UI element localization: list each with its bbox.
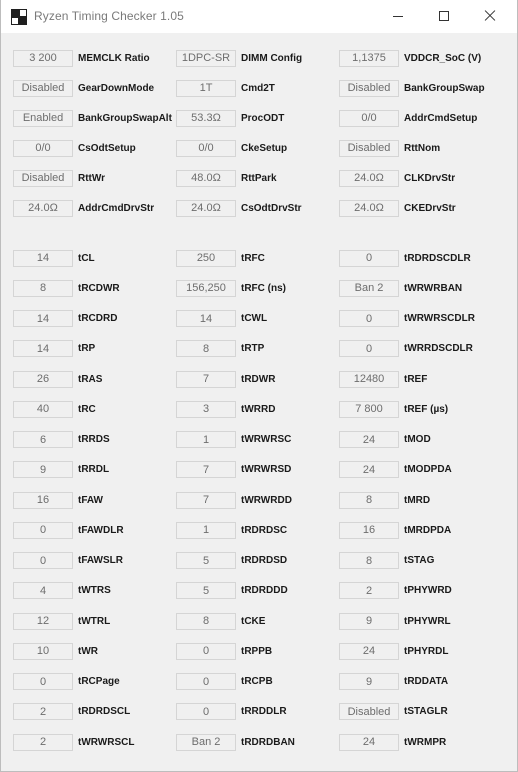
ckesetup-value[interactable]: 0/0 bbox=[176, 140, 236, 157]
field-twrmpr bbox=[339, 733, 446, 751]
csodtdrvstr-label: CsOdtDrvStr bbox=[241, 202, 302, 214]
field-tmrd bbox=[339, 491, 430, 509]
field-memclk-ratio bbox=[13, 49, 150, 67]
trdwr-label: tRDWR bbox=[241, 373, 276, 385]
field-geardownmode bbox=[13, 79, 154, 97]
close-button[interactable] bbox=[467, 0, 513, 32]
addrcmdsetup-label: AddrCmdSetup bbox=[404, 112, 478, 124]
window-title: Ryzen Timing Checker 1.05 bbox=[34, 9, 184, 23]
field-trfc bbox=[176, 249, 265, 267]
trcdwr-label: tRCDWR bbox=[78, 282, 120, 294]
app-logo-icon bbox=[11, 9, 27, 25]
field-tref-us bbox=[339, 400, 448, 418]
field-trdrdscdlr bbox=[339, 249, 471, 267]
memclk-ratio-value[interactable]: 3 200 bbox=[13, 50, 73, 67]
tfawdlr-label: tFAWDLR bbox=[78, 524, 124, 536]
tref-label: tREF bbox=[404, 373, 428, 385]
tref-value[interactable]: 12480 bbox=[339, 371, 399, 388]
trppb-label: tRPPB bbox=[241, 645, 273, 657]
trtp-value[interactable]: 8 bbox=[176, 340, 236, 357]
trdrdsc-value[interactable]: 1 bbox=[176, 522, 236, 539]
trdwr-value[interactable]: 7 bbox=[176, 371, 236, 388]
memclk-ratio-label: MEMCLK Ratio bbox=[78, 52, 150, 64]
rttpark-value[interactable]: 48.0Ω bbox=[176, 170, 236, 187]
bankgroupswap-label: BankGroupSwap bbox=[404, 82, 485, 94]
trc-value[interactable]: 40 bbox=[13, 401, 73, 418]
field-tstag bbox=[339, 552, 434, 570]
ckedrvstr-label: CKEDrvStr bbox=[404, 202, 456, 214]
field-tmrdpda bbox=[339, 521, 451, 539]
trcdwr-value[interactable]: 8 bbox=[13, 280, 73, 297]
trdrdban-label: tRDRDBAN bbox=[241, 736, 295, 748]
trfc-ns-value[interactable]: 156,250 bbox=[176, 280, 236, 297]
field-twrwrscl bbox=[13, 733, 134, 751]
trdrdscdlr-value[interactable]: 0 bbox=[339, 250, 399, 267]
twrwrban-label: tWRWRBAN bbox=[404, 282, 463, 294]
twrmpr-value[interactable]: 24 bbox=[339, 734, 399, 751]
trp-label: tRP bbox=[78, 343, 96, 355]
tstag-label: tSTAG bbox=[404, 555, 435, 566]
vddcr-soc-v-value[interactable]: 1,1375 bbox=[339, 50, 399, 67]
procodt-value[interactable]: 53.3Ω bbox=[176, 110, 236, 127]
geardownmode-value[interactable]: Disabled bbox=[13, 80, 73, 97]
tmod-value[interactable]: 24 bbox=[339, 431, 399, 448]
tref-us-label: tREF (µs) bbox=[404, 403, 449, 415]
procodt-label: ProcODT bbox=[241, 112, 285, 124]
tmrd-value[interactable]: 8 bbox=[339, 492, 399, 509]
csodtdrvstr-value[interactable]: 24.0Ω bbox=[176, 200, 236, 217]
bankgroupswapalt-value[interactable]: Enabled bbox=[13, 110, 73, 127]
field-twr bbox=[13, 642, 98, 660]
field-twrwrsc bbox=[176, 431, 291, 449]
maximize-button[interactable] bbox=[421, 0, 467, 32]
twtrl-value[interactable]: 12 bbox=[13, 613, 73, 630]
field-tfaw bbox=[13, 491, 103, 509]
field-twrwrscdlr bbox=[339, 310, 475, 328]
field-twrrd bbox=[176, 400, 275, 418]
field-addrcmdsetup bbox=[339, 109, 477, 127]
field-trddata bbox=[339, 673, 448, 691]
ckesetup-label: CkeSetup bbox=[241, 142, 288, 154]
tphyrdl-value[interactable]: 24 bbox=[339, 643, 399, 660]
tphywrd-value[interactable]: 2 bbox=[339, 582, 399, 599]
field-trdrdsc bbox=[176, 521, 287, 539]
tfaw-label: tFAW bbox=[78, 494, 103, 506]
rttnom-label: RttNom bbox=[404, 142, 441, 154]
twrwrscl-value[interactable]: 2 bbox=[13, 734, 73, 751]
field-tphywrl bbox=[339, 612, 451, 630]
twrwrdd-value[interactable]: 7 bbox=[176, 492, 236, 509]
tmrdpda-value[interactable]: 16 bbox=[339, 522, 399, 539]
field-clkdrvstr bbox=[339, 169, 455, 187]
trdrdban-value[interactable]: Ban 2 bbox=[176, 734, 236, 751]
twr-value[interactable]: 10 bbox=[13, 643, 73, 660]
clkdrvstr-label: CLKDrvStr bbox=[404, 172, 456, 184]
twrwrscl-label: tWRWRSCL bbox=[78, 736, 135, 748]
tphywrl-label: tPHYWRL bbox=[404, 615, 451, 627]
clkdrvstr-value[interactable]: 24.0Ω bbox=[339, 170, 399, 187]
field-cmd2t bbox=[176, 79, 275, 97]
twrwrscdlr-label: tWRWRSCDLR bbox=[404, 313, 475, 324]
field-csodtdrvstr bbox=[176, 199, 302, 217]
tphyrdl-label: tPHYRDL bbox=[404, 645, 449, 657]
field-twrrdscdlr bbox=[339, 340, 473, 358]
twtrl-label: tWTRL bbox=[78, 615, 111, 627]
twrrd-label: tWRRD bbox=[241, 403, 276, 415]
field-twrwrdd bbox=[176, 491, 292, 509]
csodtsetup-label: CsOdtSetup bbox=[78, 142, 136, 154]
field-rttwr bbox=[13, 169, 105, 187]
twrwrscdlr-value[interactable]: 0 bbox=[339, 310, 399, 327]
addrcmddrvstr-label: AddrCmdDrvStr bbox=[78, 202, 155, 214]
twrwrsc-value[interactable]: 1 bbox=[176, 431, 236, 448]
twrrdscdlr-value[interactable]: 0 bbox=[339, 340, 399, 357]
tras-value[interactable]: 26 bbox=[13, 371, 73, 388]
addrcmddrvstr-value[interactable]: 24.0Ω bbox=[13, 200, 73, 217]
twr-label: tWR bbox=[78, 645, 98, 657]
field-tmod bbox=[339, 431, 431, 449]
trdrdscl-label: tRDRDSCL bbox=[78, 706, 131, 718]
trdrdscl-value[interactable]: 2 bbox=[13, 703, 73, 720]
twtrs-value[interactable]: 4 bbox=[13, 582, 73, 599]
field-trp bbox=[13, 340, 95, 358]
twrwrdd-label: tWRWRDD bbox=[241, 494, 292, 506]
field-vddcr-soc-v bbox=[339, 49, 481, 67]
tcke-label: tCKE bbox=[241, 615, 266, 627]
trdrdsc-label: tRDRDSC bbox=[241, 524, 288, 536]
cmd2t-value[interactable]: 1T bbox=[176, 80, 236, 97]
field-trcdwr bbox=[13, 279, 120, 297]
trcpb-value[interactable]: 0 bbox=[176, 673, 236, 690]
field-addrcmddrvstr bbox=[13, 199, 154, 217]
dimm-config-label: DIMM Config bbox=[241, 52, 303, 64]
field-trc bbox=[13, 400, 96, 418]
field-tras bbox=[13, 370, 102, 388]
title-bar[interactable] bbox=[1, 0, 517, 33]
addrcmdsetup-value[interactable]: 0/0 bbox=[339, 110, 399, 127]
field-trppb bbox=[176, 642, 272, 660]
tfaw-value[interactable]: 16 bbox=[13, 492, 73, 509]
field-rttnom bbox=[339, 139, 440, 157]
field-trdrdban bbox=[176, 733, 295, 751]
twrrd-value[interactable]: 3 bbox=[176, 401, 236, 418]
twrwrsd-label: tWRWRSD bbox=[241, 464, 292, 476]
rttpark-label: RttPark bbox=[241, 172, 277, 184]
field-tcke bbox=[176, 612, 265, 630]
bankgroupswapalt-label: BankGroupSwapAlt bbox=[78, 112, 172, 124]
field-trcdrd bbox=[13, 310, 117, 328]
field-tref bbox=[339, 370, 427, 388]
field-trfc-ns bbox=[176, 279, 286, 297]
field-trdrddd bbox=[176, 582, 288, 600]
field-ckesetup bbox=[176, 139, 287, 157]
tcwl-label: tCWL bbox=[241, 313, 268, 324]
tmodpda-label: tMODPDA bbox=[404, 464, 452, 476]
bankgroupswap-value[interactable]: Disabled bbox=[339, 80, 399, 97]
trddata-value[interactable]: 9 bbox=[339, 673, 399, 690]
trcpage-value[interactable]: 0 bbox=[13, 673, 73, 690]
field-trrddlr bbox=[176, 703, 287, 721]
tstaglr-label: tSTAGLR bbox=[404, 706, 448, 718]
trrddlr-value[interactable]: 0 bbox=[176, 703, 236, 720]
trrds-label: tRRDS bbox=[78, 434, 110, 445]
trrds-value[interactable]: 6 bbox=[13, 431, 73, 448]
field-trdwr bbox=[176, 370, 275, 388]
field-tphyrdl bbox=[339, 642, 448, 660]
tras-label: tRAS bbox=[78, 373, 103, 385]
tphywrl-value[interactable]: 9 bbox=[339, 613, 399, 630]
rttnom-value[interactable]: Disabled bbox=[339, 140, 399, 157]
trfc-ns-label: tRFC (ns) bbox=[241, 282, 286, 294]
tcl-value[interactable]: 14 bbox=[13, 250, 73, 267]
field-rttpark bbox=[176, 169, 277, 187]
tcke-value[interactable]: 8 bbox=[176, 613, 236, 630]
trdrddd-value[interactable]: 5 bbox=[176, 582, 236, 599]
tfawdlr-value[interactable]: 0 bbox=[13, 522, 73, 539]
twrwrban-value[interactable]: Ban 2 bbox=[339, 280, 399, 297]
field-twrwrban bbox=[339, 279, 462, 297]
field-trcpage bbox=[13, 673, 120, 691]
tstaglr-value[interactable]: Disabled bbox=[339, 703, 399, 720]
field-trdrdsd bbox=[176, 552, 287, 570]
trrdl-value[interactable]: 9 bbox=[13, 461, 73, 478]
field-ckedrvstr bbox=[339, 199, 456, 217]
dimm-config-value[interactable]: 1DPC-SR bbox=[176, 50, 236, 67]
field-trrdl bbox=[13, 461, 109, 479]
field-tphywrd bbox=[339, 582, 452, 600]
twtrs-label: tWTRS bbox=[78, 585, 111, 597]
field-bankgroupswap bbox=[339, 79, 485, 97]
field-tcl bbox=[13, 249, 95, 267]
twrmpr-label: tWRMPR bbox=[404, 736, 447, 748]
field-dimm-config bbox=[176, 49, 302, 67]
trcpage-label: tRCPage bbox=[78, 676, 120, 687]
tfawslr-label: tFAWSLR bbox=[78, 555, 123, 566]
field-tfawdlr bbox=[13, 521, 124, 539]
field-csodtsetup bbox=[13, 139, 136, 157]
rttwr-label: RttWr bbox=[78, 172, 106, 184]
field-tmodpda bbox=[339, 461, 452, 479]
field-twtrl bbox=[13, 612, 110, 630]
ckedrvstr-value[interactable]: 24.0Ω bbox=[339, 200, 399, 217]
field-bankgroupswapalt bbox=[13, 109, 172, 127]
trdrddd-label: tRDRDDD bbox=[241, 585, 288, 597]
field-trtp bbox=[176, 340, 264, 358]
tphywrd-label: tPHYWRD bbox=[404, 585, 452, 597]
tstag-value[interactable]: 8 bbox=[339, 552, 399, 569]
trp-value[interactable]: 14 bbox=[13, 340, 73, 357]
twrwrsc-label: tWRWRSC bbox=[241, 434, 292, 445]
field-twrwrsd bbox=[176, 461, 291, 479]
trrdl-label: tRRDL bbox=[78, 464, 110, 476]
tref-us-value[interactable]: 7 800 bbox=[339, 401, 399, 418]
tmodpda-value[interactable]: 24 bbox=[339, 461, 399, 478]
tmod-label: tMOD bbox=[404, 434, 431, 445]
trdrdsd-label: tRDRDSD bbox=[241, 555, 288, 566]
trdrdscdlr-label: tRDRDSCDLR bbox=[404, 252, 471, 264]
field-trdrdscl bbox=[13, 703, 130, 721]
cmd2t-label: Cmd2T bbox=[241, 82, 275, 94]
trrddlr-label: tRRDDLR bbox=[241, 706, 287, 718]
close-icon bbox=[484, 10, 496, 22]
minimize-icon bbox=[393, 16, 403, 17]
trcpb-label: tRCPB bbox=[241, 676, 273, 687]
maximize-icon bbox=[439, 11, 449, 21]
tmrd-label: tMRD bbox=[404, 494, 431, 506]
field-tfawslr bbox=[13, 552, 123, 570]
vddcr-soc-v-label: VDDCR_SoC (V) bbox=[404, 52, 482, 64]
trcdrd-value[interactable]: 14 bbox=[13, 310, 73, 327]
trddata-label: tRDDATA bbox=[404, 676, 449, 687]
field-trrds bbox=[13, 431, 110, 449]
field-trcpb bbox=[176, 673, 273, 691]
field-procodt bbox=[176, 109, 284, 127]
twrwrsd-value[interactable]: 7 bbox=[176, 461, 236, 478]
field-tcwl bbox=[176, 310, 267, 328]
trppb-value[interactable]: 0 bbox=[176, 643, 236, 660]
field-tstaglr bbox=[339, 703, 448, 721]
field-twtrs bbox=[13, 582, 111, 600]
tmrdpda-label: tMRDPDA bbox=[404, 524, 452, 536]
minimize-button[interactable] bbox=[375, 0, 421, 32]
tfawslr-value[interactable]: 0 bbox=[13, 552, 73, 569]
tcl-label: tCL bbox=[78, 252, 95, 264]
geardownmode-label: GearDownMode bbox=[78, 82, 155, 94]
trdrdsd-value[interactable]: 5 bbox=[176, 552, 236, 569]
rttwr-value[interactable]: Disabled bbox=[13, 170, 73, 187]
trcdrd-label: tRCDRD bbox=[78, 313, 118, 324]
trc-label: tRC bbox=[78, 403, 96, 415]
trfc-label: tRFC bbox=[241, 252, 265, 264]
tcwl-value[interactable]: 14 bbox=[176, 310, 236, 327]
csodtsetup-value[interactable]: 0/0 bbox=[13, 140, 73, 157]
trfc-value[interactable]: 250 bbox=[176, 250, 236, 267]
twrrdscdlr-label: tWRRDSCDLR bbox=[404, 343, 473, 355]
trtp-label: tRTP bbox=[241, 343, 265, 355]
